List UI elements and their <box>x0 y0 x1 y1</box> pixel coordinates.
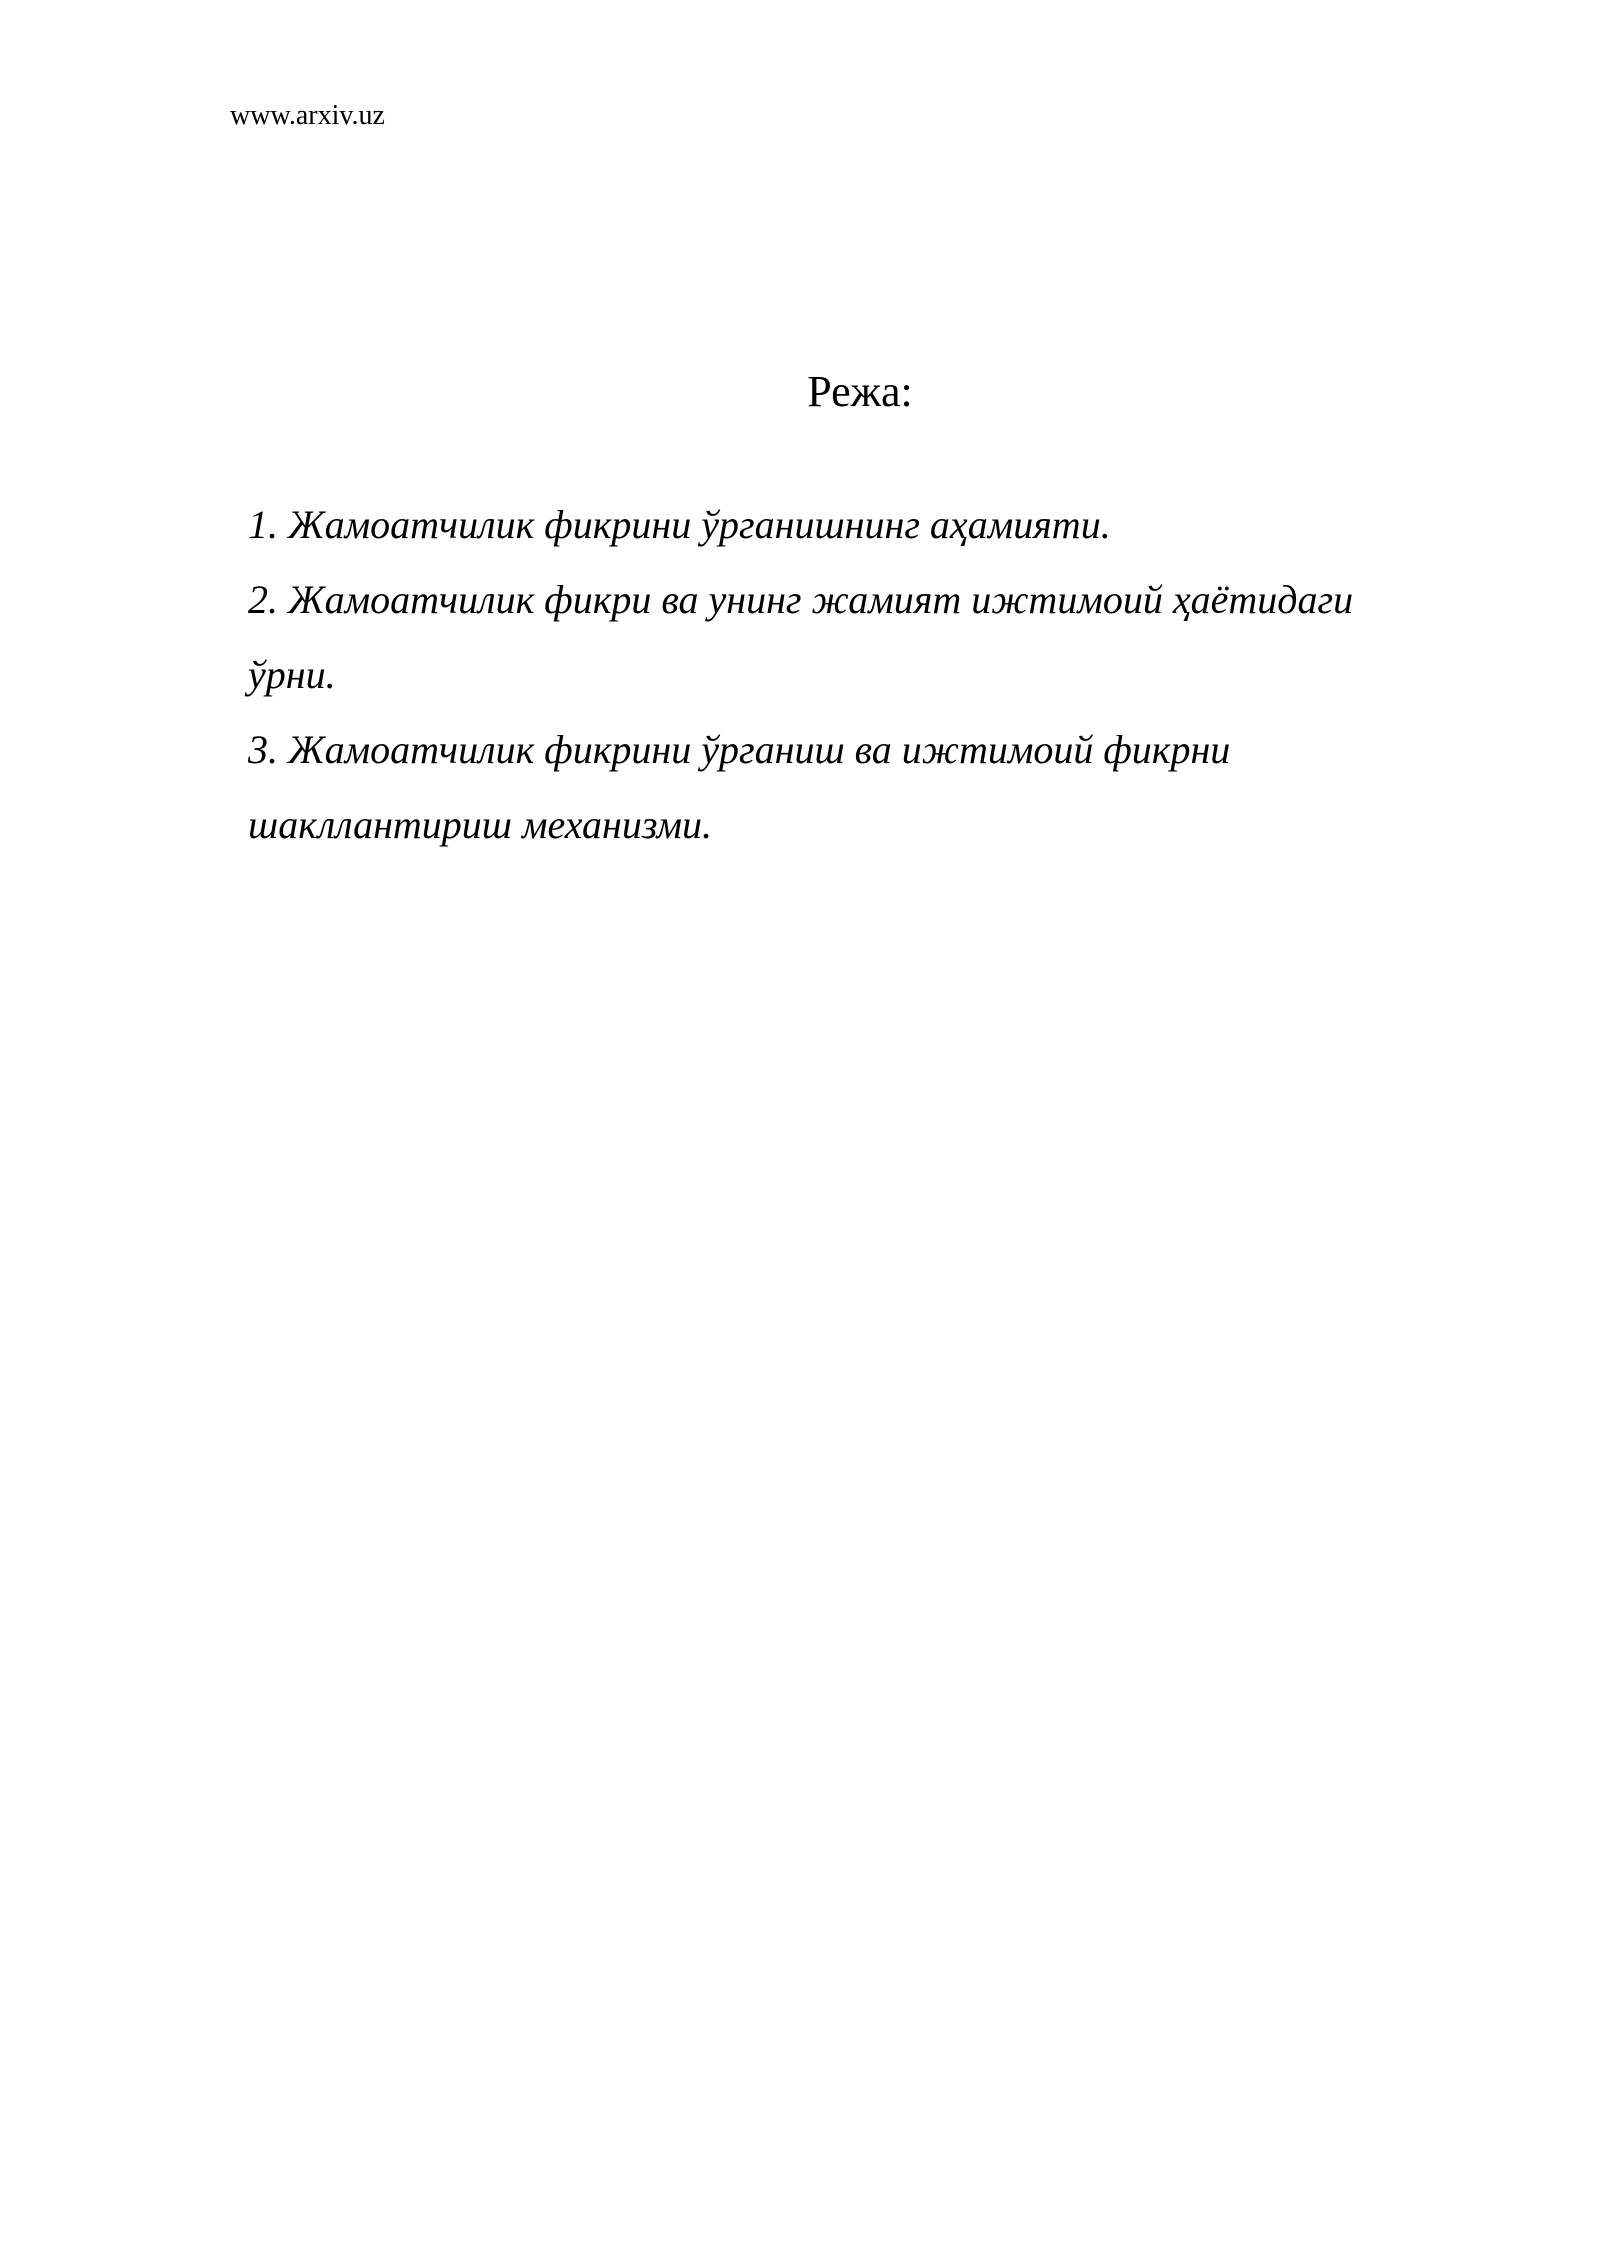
plan-item-2-number: 2. <box>248 577 278 622</box>
plan-item-1-line-1 <box>248 487 1478 562</box>
plan-list <box>248 487 1478 862</box>
plan-item-3-number: 3. <box>248 727 278 772</box>
plan-item-3-line-2: шакллантириш механизми. <box>248 802 712 847</box>
header-url: www.arxiv.uz <box>230 100 385 131</box>
plan-item-2-line-1 <box>248 562 1478 637</box>
plan-item-3 <box>248 712 1478 862</box>
plan-item-3-line-1 <box>248 712 1478 787</box>
plan-item-2-line-2: ўрни. <box>248 652 336 697</box>
plan-title: Режа: <box>807 367 913 416</box>
plan-item-1 <box>248 487 1478 562</box>
plan-item-1-text: Жамоатчилик фикрини ўрганишнинг аҳамияти. <box>288 502 1111 547</box>
plan-item-3-text: Жамоатчилик фикрини ўрганиш ва ижтимоий фикрни <box>288 727 1231 772</box>
plan-item-1-number: 1. <box>248 502 278 547</box>
plan-item-2-text: Жамоатчилик фикри ва унинг жамият ижтимоий ҳаётидаги <box>288 577 1354 622</box>
plan-item-2 <box>248 562 1478 712</box>
